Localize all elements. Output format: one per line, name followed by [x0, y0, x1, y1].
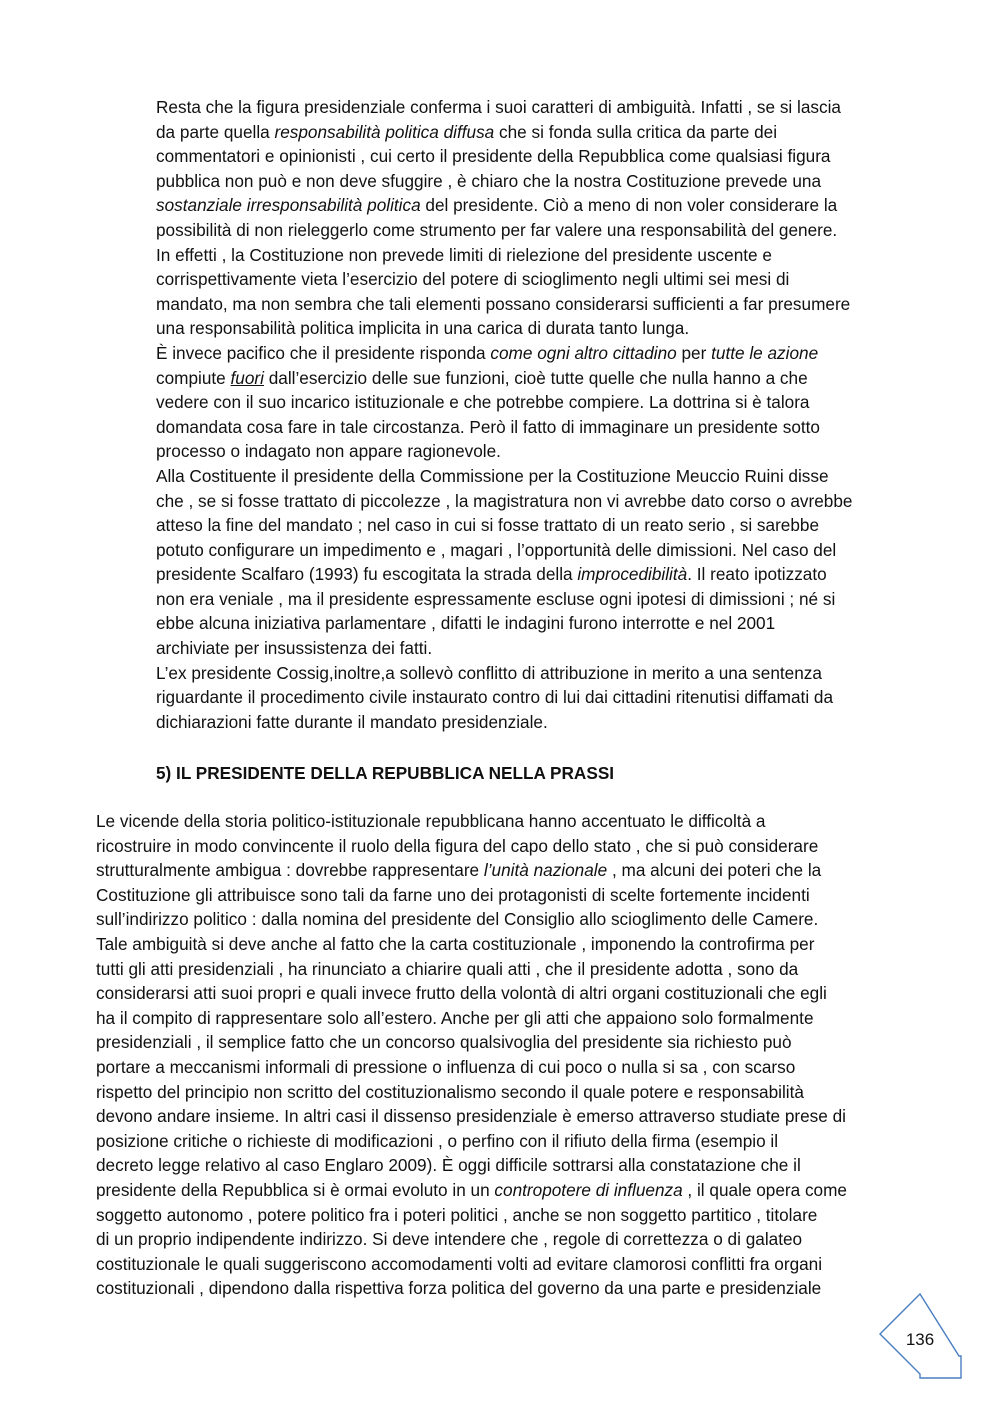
text-run: del presidente. Ciò a meno di non voler considerare la	[420, 195, 838, 216]
text-run: costituzionale le quali suggeriscono accomodamenti volti ad evitare clamorosi conflitti fra organi	[96, 1253, 823, 1274]
section-1-body	[156, 95, 916, 734]
italic-run: contropotere di influenza	[494, 1179, 683, 1200]
text-line	[156, 144, 916, 169]
text-line	[96, 1104, 916, 1129]
text-run: pubblica non può e non deve sfuggire , è chiaro che la nostra Costituzione prevede una	[156, 170, 822, 191]
text-run: In effetti , la Costituzione non prevede limiti di rielezione del presidente uscente e	[156, 244, 772, 265]
text-run: commentatori e opinionisti , cui certo il presidente della Repubblica come qualsiasi figura	[156, 146, 831, 167]
text-line	[96, 1055, 916, 1080]
text-line	[156, 390, 916, 415]
text-line	[156, 538, 916, 563]
text-run: atteso la fine del mandato ; nel caso in cui si fosse trattato di un reato serio , si sarebbe	[156, 515, 820, 536]
text-line	[156, 341, 916, 366]
text-line	[96, 1276, 916, 1301]
italic-run: come ogni altro cittadino	[490, 342, 677, 363]
text-run: Costituzione gli attribuisce sono tali da farne uno dei protagonisti di scelte fortemente incidenti	[96, 884, 810, 905]
text-line	[96, 957, 916, 982]
text-line	[156, 169, 916, 194]
italic-run: responsabilità politica diffusa	[274, 121, 495, 142]
text-line	[96, 1030, 916, 1055]
page-number-badge	[875, 1290, 965, 1382]
text-line	[96, 1006, 916, 1031]
text-run: ricostruire in modo convincente il ruolo della figura del capo dello stato , che si può considerare	[96, 835, 819, 856]
emphasis-run	[231, 368, 264, 388]
text-run: considerarsi atti suoi propri e quali invece frutto della volontà di altri organi costituzionali che egli	[96, 983, 827, 1004]
text-run: Tale ambiguità si deve anche al fatto che la carta costituzionale , imponendo la controfirma per	[96, 933, 815, 954]
text-line	[96, 1203, 916, 1228]
page-number: 136	[905, 1330, 935, 1349]
text-run: , il quale opera come	[682, 1179, 847, 1200]
text-run: L’ex presidente Cossig,inoltre,a sollevò conflitto di attribuzione in merito a una sentenza	[156, 662, 822, 683]
text-run: che , se si fosse trattato di piccolezze , la magistratura non vi avrebbe dato corso o avrebbe	[156, 490, 853, 511]
text-run: Le vicende della storia politico-istituzionale repubblicana hanno accentuato le difficoltà a	[96, 811, 766, 831]
text-run: dichiarazioni fatte durante il mandato presidenziale.	[156, 711, 548, 732]
text-run: costituzionali , dipendono dalla rispettiva forza politica del governo da una parte e presidenziale	[96, 1278, 822, 1299]
text-line	[96, 858, 916, 883]
text-run: vedere con il suo incarico istituzionale e che potrebbe compiere. La dottrina si è talora	[156, 392, 810, 413]
text-run: possibilità di non rieleggerlo come strumento per far valere una responsabilità del genere.	[156, 219, 838, 240]
text-line	[96, 1129, 916, 1154]
text-line	[156, 316, 916, 341]
text-run: ebbe alcuna iniziativa parlamentare , difatti le indagini furono interrotte e nel 2001	[156, 613, 776, 634]
underlined-italic-run: fuori	[230, 367, 264, 388]
text-run: potuto configurare un impedimento e , magari , l’opportunità delle dimissioni. Nel caso del	[156, 539, 837, 560]
text-line	[96, 907, 916, 932]
text-line	[96, 834, 916, 859]
text-line	[96, 981, 916, 1006]
text-run: rispetto del principio non scritto del costituzionalismo secondo il quale potere e responsabilità	[96, 1081, 804, 1102]
section-2-body	[96, 809, 916, 1301]
text-run: presidente Scalfaro (1993) fu escogitata la strada della	[156, 564, 578, 585]
text-run: sull’indirizzo politico : dalla nomina del presidente del Consiglio allo scioglimento delle Camere.	[96, 909, 819, 930]
text-run: strutturalmente ambigua : dovrebbe rappresentare	[96, 860, 484, 881]
text-run: archiviate per insussistenza dei fatti.	[156, 638, 433, 659]
text-line	[156, 366, 916, 391]
text-line	[156, 464, 916, 489]
text-line	[96, 932, 916, 957]
text-run: presidenziali , il semplice fatto che un concorso qualsivoglia del presidente sia richiesto può	[96, 1032, 792, 1053]
text-run: devono andare insieme. In altri casi il dissenso presidenziale è emerso attraverso studiate prese di	[96, 1106, 846, 1127]
text-run: Alla Costituente il presidente della Commissione per la Costituzione Meuccio Ruini disse	[156, 465, 829, 486]
text-run: di un proprio indipendente indirizzo. Si deve intendere che , regole di correttezza o di galateo	[96, 1229, 803, 1250]
text-run: non era veniale , ma il presidente espressamente escluse ogni ipotesi di dimissioni ; né si	[156, 588, 836, 609]
text-run: decreto legge relativo al caso Englaro 2009). È oggi difficile sottrarsi alla constatazione che il	[96, 1155, 801, 1176]
text-line	[156, 513, 916, 538]
text-line	[96, 1252, 916, 1277]
text-line	[96, 1153, 916, 1178]
text-run: domandata cosa fare in tale circostanza. Però il fatto di immaginare un presidente sotto	[156, 416, 820, 437]
text-line	[156, 685, 916, 710]
text-line	[156, 415, 916, 440]
text-line	[156, 120, 916, 145]
text-line	[96, 809, 916, 834]
text-line	[156, 661, 916, 686]
text-run: mandato, ma non sembra che tali elementi possano considerarsi sufficienti a far presumere	[156, 293, 851, 314]
italic-run: tutte le azione	[711, 342, 819, 363]
text-run: , ma alcuni dei poteri che la	[607, 860, 822, 881]
text-run: che si fonda sulla critica da parte dei	[494, 121, 778, 142]
text-line	[156, 710, 916, 735]
text-line	[156, 489, 916, 514]
text-line	[156, 193, 916, 218]
text-run: per	[676, 342, 712, 363]
text-run: processo o indagato non appare ragionevole.	[156, 441, 501, 462]
text-run: tutti gli atti presidenziali , ha rinunciato a chiarire quali atti , che il presidente adotta , sono da	[96, 958, 799, 979]
text-line	[156, 611, 916, 636]
text-run: dall’esercizio delle sue funzioni, cioè tutte quelle che nulla hanno a che	[263, 367, 808, 388]
text-line	[156, 636, 916, 661]
text-run: riguardante il procedimento civile instaurato contro di lui dai cittadini ritenutisi diffamati da	[156, 687, 834, 708]
text-line	[156, 218, 916, 243]
text-run: da parte quella	[156, 121, 275, 142]
text-run: compiute	[156, 367, 231, 388]
text-run: È invece pacifico che il presidente risponda	[156, 342, 491, 363]
text-line	[96, 1080, 916, 1105]
text-run: Resta che la figura presidenziale conferma i suoi caratteri di ambiguità. Infatti , se si lascia	[156, 97, 841, 117]
text-line	[156, 95, 916, 120]
text-line	[96, 1178, 916, 1203]
text-line	[156, 439, 916, 464]
text-run: ha il compito di rappresentare solo all’estero. Anche per gli atti che appaiono solo formalmente	[96, 1007, 814, 1028]
text-run: . Il reato ipotizzato	[687, 564, 827, 585]
text-line	[156, 267, 916, 292]
text-run: corrispettivamente vieta l’esercizio del potere di scioglimento negli ultimi sei mesi di	[156, 269, 790, 290]
text-run: posizione critiche o richieste di modificazioni , o perfino con il rifiuto della firma (esempio il	[96, 1130, 779, 1151]
text-run: una responsabilità politica implicita in una carica di durata tanto lunga.	[156, 318, 690, 339]
text-run: soggetto autonomo , potere politico fra i poteri politici , anche se non soggetto partitico , titolare	[96, 1204, 818, 1225]
italic-run: sostanziale irresponsabilità politica	[156, 195, 421, 216]
text-line	[156, 562, 916, 587]
text-line	[96, 1227, 916, 1252]
section-heading: 5) IL PRESIDENTE DELLA REPUBBLICA NELLA PRASSI	[156, 763, 615, 783]
text-run: presidente della Repubblica si è ormai evoluto in un	[96, 1179, 495, 1200]
text-line	[156, 292, 916, 317]
text-run: portare a meccanismi informali di pressione o influenza di cui poco o nulla si sa , con scarso	[96, 1056, 796, 1077]
text-line	[156, 587, 916, 612]
italic-run: improcedibilità	[577, 564, 688, 585]
italic-run: l’unità nazionale	[483, 860, 608, 881]
text-line	[96, 883, 916, 908]
text-line	[156, 243, 916, 268]
